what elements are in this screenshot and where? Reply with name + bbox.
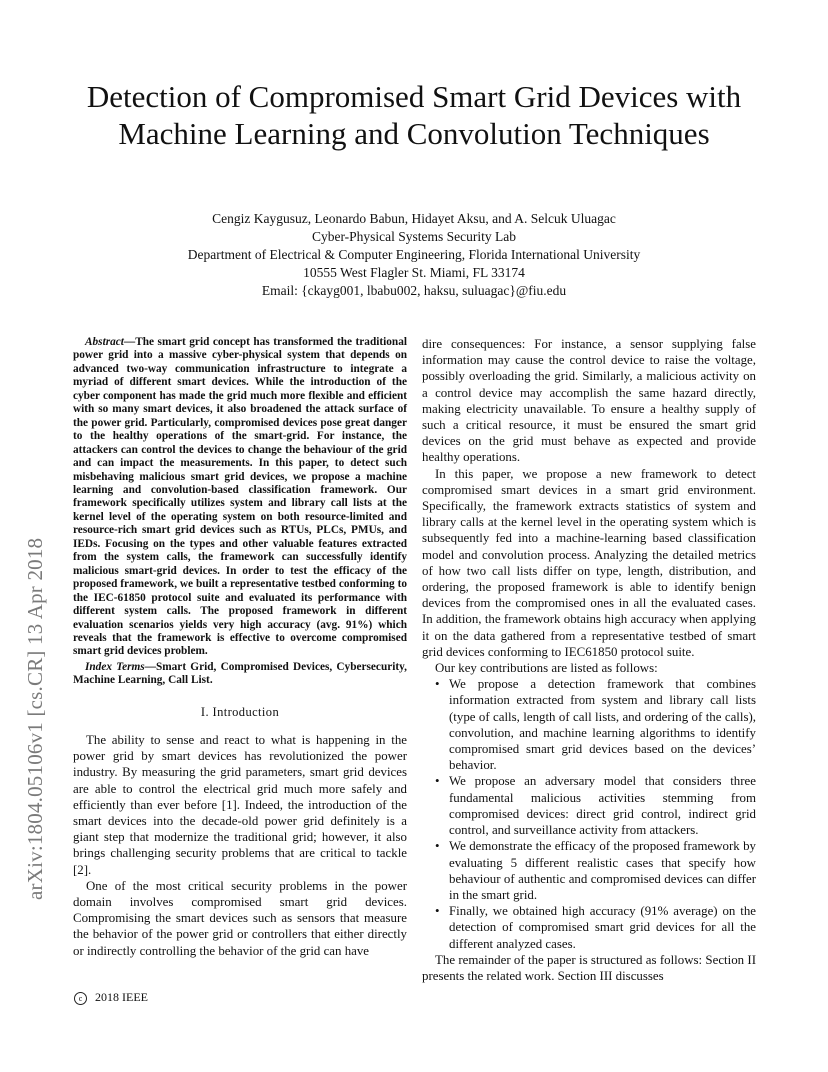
list-item: • We demonstrate the efficacy of the proposed framework by evaluating 5 different realistic cases that specify how behaviour of authentic and compromised devices can differ in the smart grid.: [435, 839, 756, 902]
bullet-icon: •: [435, 774, 440, 789]
section-heading-introduction: I. Introduction: [200, 704, 280, 719]
paper-title: Detection of Compromised Smart Grid Devices with Machine Learning and Convolution Techniques: [86, 79, 742, 151]
index-terms: [73, 661, 407, 688]
abstract-text: —The smart grid concept has transformed the traditional power grid into a massive cyber-physical system that depends on advanced two-way communication infrastructure to integrate a myriad of different smart devices. While the introduction of the cyber component has made the grid much more flexible and efficient with so many smart devices, it also broadened the attack surface of the power grid. Particularly, compromised devices pose great danger to the healthy operations of the smart-grid. For instance, the attackers can control the devices to change the behaviour of the grid and can impact the measurements. In this paper, to detect such misbehaving malicious smart grid devices, we propose a machine learning and convolution-based classification framework. Our framework specifically utilizes system and library call lists at the kernel level of the operating system on both resource-limited and resource-rich smart grid devices such as RTUs, PLCs, PMUs, and IEDs. Focusing on the types and other valuable features extracted from the system calls, the framework can successfully identify malicious smart-grid devices. In order to test the efficacy of the proposed framework, we built a representative testbed conforming to the IEC-61850 protocol suite and evaluated its performance with different system calls. The proposed framework in different evaluation scenarios yields very high accuracy (avg. 91%) which reveals that the framework is effective to overcome compromised smart grid devices problem.: [73, 336, 407, 658]
abstract: [73, 336, 407, 659]
index-terms-text: —Smart Grid, Compromised Devices, Cybersecurity, Machine Learning, Call List.: [73, 660, 407, 687]
paragraph: dire consequences: For instance, a sensor supplying false information may cause the control device to raise the voltage, possibly overloading the grid. Similarly, a malicious activity on a control device may accomplish the same hazard directly, making electricity unavailable. To ensure a healthy supply of such a critical resource, it must be ensured the smart grid devices on the grid must behave as expected and provide healthy operations.: [422, 337, 756, 465]
list-item: • We propose a detection framework that combines information extracted from system and library call lists (type of calls, length of call lists, and ordering of the calls), convolution, and machine learning algorithms to identify compromised smart grid devices based on the devices’ behavior.: [435, 677, 756, 773]
author-block: [80, 210, 748, 300]
bullet-icon: •: [435, 839, 440, 854]
abstract-label: Abstract: [85, 336, 124, 348]
right-column: [422, 336, 756, 984]
bullet-icon: •: [435, 677, 440, 692]
paragraph: In this paper, we propose a new framework to detect compromised smart devices in a smart grid environment. Specifically, the framework extracts statistics of system and library calls at the kernel level in the operating system which is subsequently fed into a machine-learning based classification model and convolution process. Analyzing the detailed metrics of how two call lists differ on type, length, distribution, and ordering, the proposed framework is able to identify benign devices from the compromised ones in all the evaluated cases. In addition, the framework obtains high accuracy when applying it on the data gathered from a representative testbed of smart grid devices conforming to IEC61850 protocol suite.: [422, 466, 756, 659]
copyright-notice: [74, 990, 148, 1005]
contributions-list: [422, 676, 756, 951]
left-column: [73, 336, 407, 959]
bullet-icon: •: [435, 904, 440, 919]
list-item: • Finally, we obtained high accuracy (91% average) on the detection of compromised smart grid devices for all the different analyzed cases.: [435, 904, 756, 951]
arxiv-stamp: arXiv:1804.05106v1 [cs.CR] 13 Apr 2018: [23, 537, 47, 900]
copyright-icon: c: [74, 992, 87, 1005]
author-names: Cengiz Kaygusuz, Leonardo Babun, Hidayet Aksu, and A. Selcuk Uluagac: [212, 211, 616, 226]
list-item: • We propose an adversary model that considers three fundamental malicious activities stemming from compromised devices: direct grid control, indirect grid control, and surveillance activity from attackers.: [435, 774, 756, 838]
email: Email: {ckayg001, lbabu002, haksu, suluagac}@fiu.edu: [261, 283, 567, 298]
index-terms-label: Index Terms: [85, 660, 145, 673]
paragraph: One of the most critical security problems in the power domain involves compromised smart grid devices. Compromising the smart devices such as sensors that measure the behavior of the power grid or controllers that either directly or indirectly controlling the behavior of the grid can have: [73, 878, 407, 958]
department: Department of Electrical & Computer Engineering, Florida International University: [187, 247, 641, 262]
paragraph: Our key contributions are listed as follows:: [435, 661, 658, 676]
lab-name: Cyber-Physical Systems Security Lab: [311, 229, 517, 244]
paragraph: The ability to sense and react to what is happening in the power grid by smart devices has revolutionized the power industry. By measuring the grid parameters, smart grid devices are able to control the electrical grid much more safely and efficiently than ever before [1]. Indeed, the introduction of the smart devices into the decade-old power grid definitely is a giant step that modernize the traditional grid; however, it also brings challenging security problems that are critical to tackle [2].: [73, 732, 407, 877]
paragraph: The remainder of the paper is structured as follows: Section II presents the related work. Section III discusses: [422, 952, 756, 983]
address: 10555 West Flagler St. Miami, FL 33174: [303, 265, 525, 280]
copyright-text: 2018 IEEE: [95, 990, 148, 1004]
